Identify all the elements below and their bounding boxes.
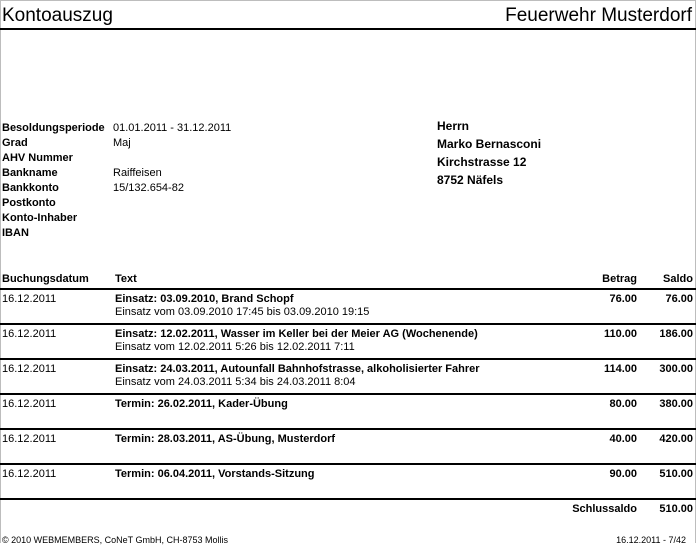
row-divider — [0, 428, 696, 430]
closing-balance-value: 510.00 — [659, 503, 693, 515]
info-label: Bankname — [2, 167, 58, 179]
row-date: 16.12.2011 — [2, 293, 57, 305]
row-title: Termin: 06.04.2011, Vorstands-Sitzung — [115, 468, 315, 480]
info-row — [2, 166, 162, 181]
row-saldo: 76.00 — [665, 293, 693, 305]
recipient-address — [437, 117, 541, 189]
info-label: Bankkonto — [2, 182, 59, 194]
column-header-saldo: Saldo — [663, 273, 693, 285]
info-row — [2, 136, 131, 151]
row-text — [115, 398, 288, 410]
row-date: 16.12.2011 — [2, 363, 57, 375]
row-saldo: 510.00 — [659, 468, 693, 480]
address-salutation: Herrn — [437, 119, 470, 133]
row-divider — [0, 358, 696, 360]
organization-name: Feuerwehr Musterdorf — [505, 5, 692, 26]
row-date: 16.12.2011 — [2, 328, 57, 340]
info-value: 15/132.654-82 — [113, 182, 184, 194]
row-divider — [0, 323, 696, 325]
row-text — [115, 433, 335, 445]
row-text — [115, 468, 315, 480]
row-divider — [0, 393, 696, 395]
info-row — [2, 151, 105, 166]
info-label: Grad — [2, 137, 28, 149]
column-header-date: Buchungsdatum — [2, 273, 89, 285]
info-row — [2, 226, 105, 241]
row-detail: Einsatz vom 12.02.2011 5:26 bis 12.02.2011 7:11 — [115, 341, 355, 353]
column-header-betrag: Betrag — [602, 273, 637, 285]
row-betrag: 40.00 — [609, 433, 637, 445]
info-value: Maj — [113, 137, 131, 149]
row-betrag: 110.00 — [603, 328, 637, 340]
row-divider — [0, 498, 696, 500]
info-value: 01.01.2011 - 31.12.2011 — [113, 122, 232, 134]
row-saldo: 380.00 — [659, 398, 693, 410]
row-title: Termin: 26.02.2011, Kader-Übung — [115, 398, 288, 410]
info-row — [2, 196, 105, 211]
footer-page-info: 16.12.2011 - 7/42 — [616, 535, 686, 545]
address-city: 8752 Näfels — [437, 173, 504, 187]
address-name: Marko Bernasconi — [437, 137, 542, 151]
document-title: Kontoauszug — [2, 5, 113, 26]
address-street: Kirchstrasse 12 — [437, 155, 527, 169]
info-value: Raiffeisen — [113, 167, 162, 179]
row-title: Einsatz: 12.02.2011, Wasser im Keller bei der Meier AG (Wochenende) — [115, 328, 478, 340]
row-text — [115, 293, 369, 318]
row-saldo: 186.00 — [659, 328, 693, 340]
row-detail: Einsatz vom 03.09.2010 17:45 bis 03.09.2010 19:15 — [115, 306, 370, 318]
row-title: Termin: 28.03.2011, AS-Übung, Musterdorf — [115, 433, 336, 445]
row-betrag: 80.00 — [609, 398, 637, 410]
row-date: 16.12.2011 — [2, 398, 57, 410]
row-date: 16.12.2011 — [2, 468, 57, 480]
member-info — [2, 121, 232, 241]
info-label: Postkonto — [2, 197, 56, 209]
row-title: Einsatz: 24.03.2011, Autounfall Bahnhofstrasse, alkoholisierter Fahrer — [115, 363, 480, 375]
table-header-divider — [0, 288, 696, 290]
row-betrag: 114.00 — [603, 363, 637, 375]
footer-copyright: © 2010 WEBMEMBERS, CoNeT GmbH, CH-8753 Mollis — [2, 535, 229, 545]
row-text — [115, 363, 480, 388]
row-text — [115, 328, 478, 353]
column-header-text: Text — [115, 273, 137, 285]
row-divider — [0, 463, 696, 465]
row-date: 16.12.2011 — [2, 433, 57, 445]
row-title: Einsatz: 03.09.2010, Brand Schopf — [115, 293, 294, 305]
info-label: IBAN — [2, 227, 29, 239]
row-betrag: 76.00 — [609, 293, 637, 305]
info-row — [2, 121, 232, 136]
info-label: AHV Nummer — [2, 152, 73, 164]
row-detail: Einsatz vom 24.03.2011 5:34 bis 24.03.2011 8:04 — [115, 376, 356, 388]
info-row — [2, 181, 184, 196]
info-label: Konto-Inhaber — [2, 212, 78, 224]
header-divider — [0, 28, 696, 30]
row-saldo: 300.00 — [659, 363, 693, 375]
closing-balance-label: Schlussaldo — [572, 503, 637, 515]
info-label: Besoldungsperiode — [2, 122, 105, 134]
info-row — [2, 211, 105, 226]
row-saldo: 420.00 — [659, 433, 693, 445]
row-betrag: 90.00 — [609, 468, 637, 480]
